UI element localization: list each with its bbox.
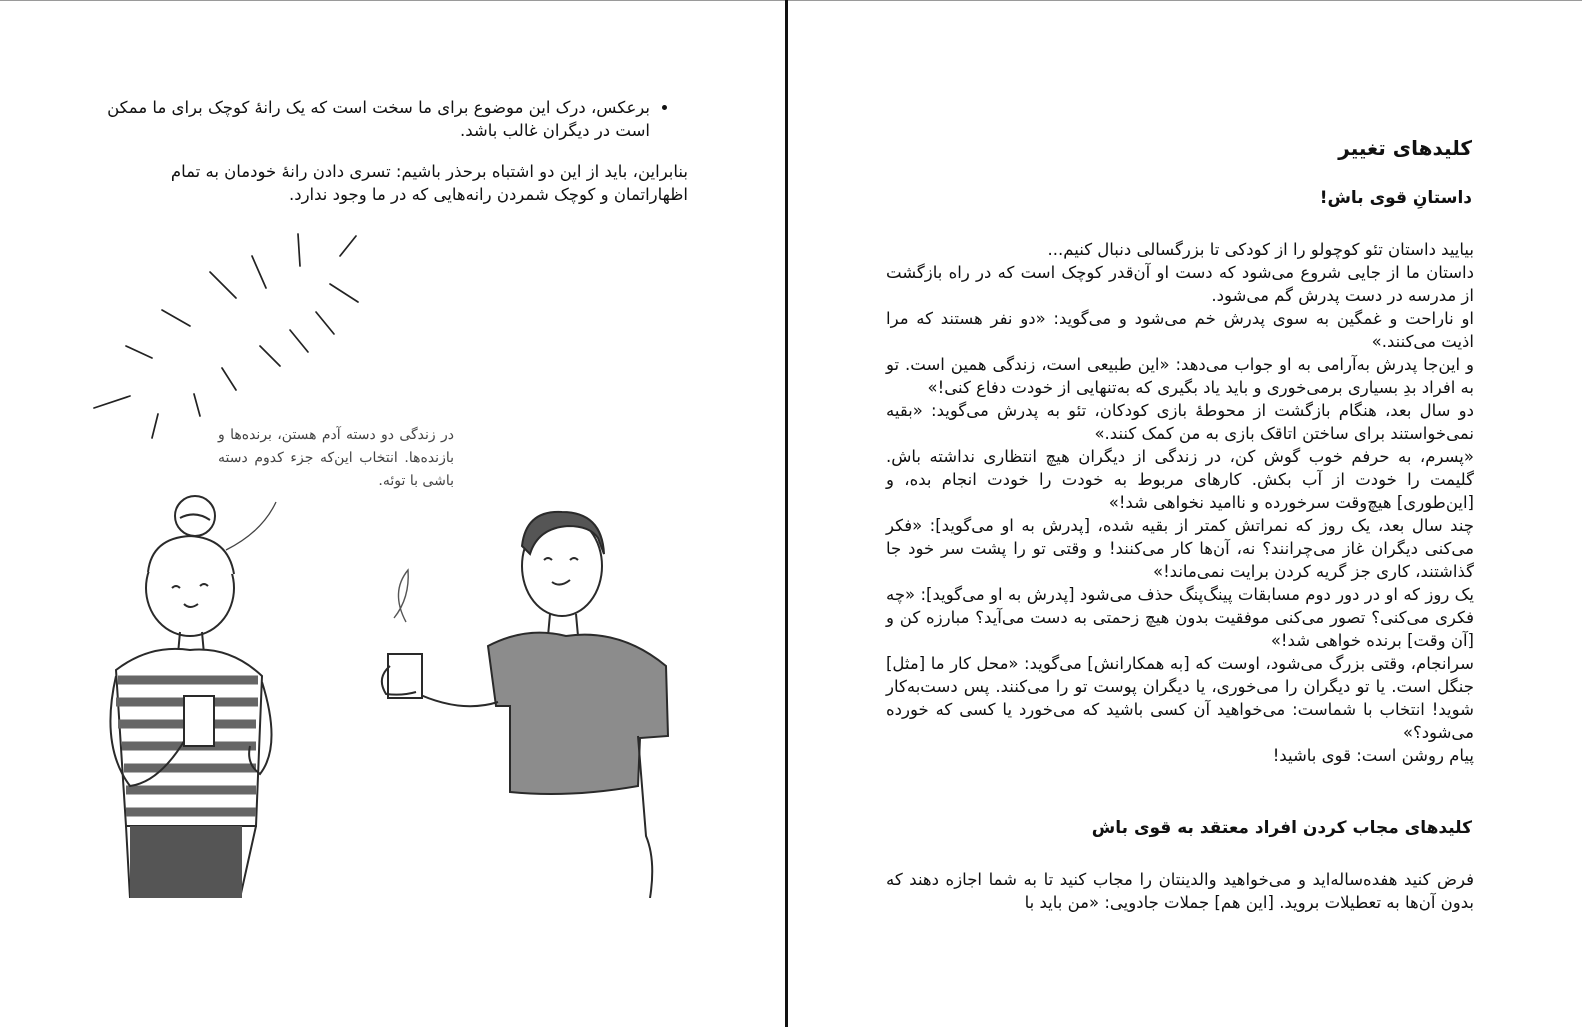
story-paragraph: داستان ما از جایی شروع می‌شود که دست او آن‌قدر کوچک است که در راه بازگشت از مدرسه در دست پدرش گم می‌شود. bbox=[886, 263, 1474, 305]
woman-figure bbox=[110, 496, 271, 898]
story-paragraph: سرانجام، وقتی بزرگ می‌شود، اوست که [به همکارانش] می‌گوید: «محل کار ما [مثل] جنگل است. یا تو دیگران را می‌خوری، یا دیگران پوست تو را می‌کنند. پس دست‌به‌کار شوید! انتخاب با شماست: می‌خواهید آن کسی باشید که می‌خورد یا کسی که خورده می‌شود؟» bbox=[886, 654, 1474, 742]
starburst-caption bbox=[90, 226, 98, 231]
story-text bbox=[886, 238, 1474, 767]
left-page bbox=[0, 0, 785, 1027]
starburst-rays bbox=[94, 234, 358, 438]
right-page bbox=[788, 0, 1582, 1027]
story-paragraph: و این‌جا پدرش به‌آرامی به او جواب می‌دهد: «این طبیعی است، زندگی همین است. تو به افراد بدِ بسیاری برمی‌خوری و باید یاد بگیری که به‌تنهایی از خودت دفاع کنی!» bbox=[886, 355, 1474, 397]
left-paragraph: بنابراین، باید از این دو اشتباه برحذر باشیم: تسری دادن رانهٔ خودمان به تمام اظهاراتمان و کوچک شمردن رانه‌هایی که در ما وجود ندارد. bbox=[170, 162, 688, 204]
bullet-item: • برعکس، درک این موضوع برای ما سخت است که یک رانهٔ کوچک برای ما ممکن است در دیگران غالب باشد. bbox=[96, 96, 650, 142]
bullet-list bbox=[96, 96, 678, 142]
story-paragraph: دو سال بعد، هنگام بازگشت از محوطهٔ بازی کودکان، تئو به پدرش می‌گوید: «بقیه نمی‌خواستند برای ساختن اتاقک بازی به من کمک کنند.» bbox=[886, 401, 1474, 443]
closing-paragraph: فرض کنید هفده‌ساله‌اید و می‌خواهید والدینتان را مجاب کنید تا به شما اجازه دهند که بدون آن‌ها به تعطیلات بروید. [این هم] جملات جادویی: «من باید با bbox=[886, 870, 1474, 912]
illustration bbox=[90, 226, 690, 898]
story-paragraph: بیایید داستان تئو کوچولو را از کودکی تا بزرگسالی دنبال کنیم... bbox=[1047, 240, 1474, 259]
story-paragraph: او ناراحت و غمگین به سوی پدرش خم می‌شود و می‌گوید: «دو نفر هستند که مرا اذیت می‌کنند.» bbox=[886, 309, 1474, 351]
story-paragraph: چند سال بعد، یک روز که نمراتش کمتر از بقیه شده، [پدرش به او می‌گوید]: «فکر می‌کنی دیگران غاز می‌چرانند؟ نه، آن‌ها کار می‌کنند! و وقتی تو را پشت سر خود جا گذاشتند، کاری جز گریه کردن برایت نمی‌ماند!» bbox=[886, 516, 1474, 581]
section-subtitle-2: کلیدهای مجاب کردن افراد معتقد به قوی باش bbox=[1091, 818, 1472, 838]
section-subtitle: داستانِ قوی باش! bbox=[1319, 188, 1472, 208]
man-figure bbox=[382, 512, 668, 898]
story-paragraph: پیام روشن است: قوی باشید! bbox=[1272, 746, 1474, 765]
speech-bubble-text: در زندگی دو دسته آدم هستن، برنده‌ها و بازنده‌ها. انتخاب این‌که جزء کدوم دسته باشی با توئه. bbox=[218, 427, 454, 489]
story-paragraph: «پسرم، به حرفم خوب گوش کن، در زندگی از دیگران هیچ انتظاری نداشته باش. گلیمت را خودت از آب بکش. کارهای مربوط به خودت را خودت انجام بده، و [این‌طوری] هیچ‌وقت سرخورده و ناامید نخواهی شد!» bbox=[886, 447, 1474, 512]
speech-pointer bbox=[226, 502, 276, 550]
story-paragraph: یک روز که او در دور دوم مسابقات پینگ‌پنگ حذف می‌شود [پدرش به او می‌گوید]: «چه فکری می‌کنی؟ تصور می‌کنی موفقیت بدون هیچ زحمتی به دست می‌آید؟ مبارزه کن و [آن وقت] برنده خواهی شد!» bbox=[886, 585, 1474, 650]
illustration-drawing bbox=[90, 226, 690, 898]
chapter-title: کلیدهای تغییر bbox=[1338, 136, 1472, 160]
